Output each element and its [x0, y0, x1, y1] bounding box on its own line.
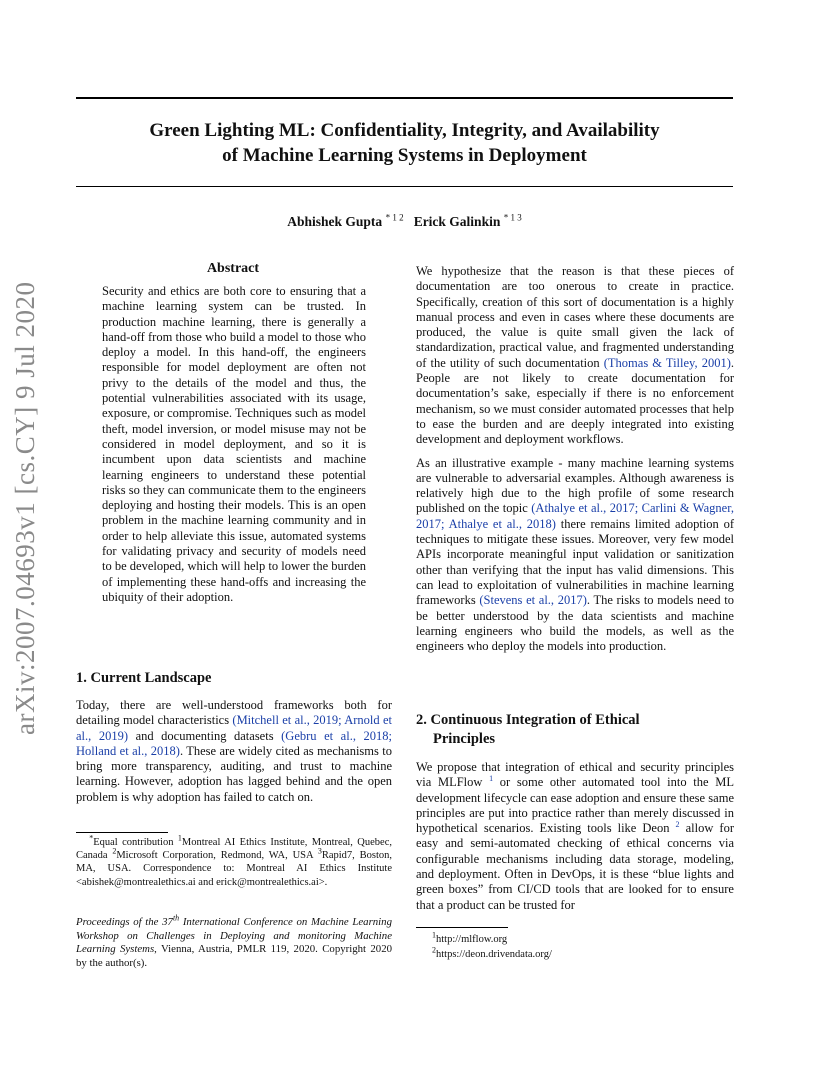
section-2-heading-line-2: Principles — [433, 731, 496, 747]
aff-2-mark: 2 — [112, 846, 117, 856]
author-1: Abhishek Gupta — [287, 214, 383, 229]
section-2-text-a: We propose that integration of ethical and security principles via MLFlow — [416, 760, 734, 790]
right-p1-text-a: We hypothesize that the reason is that these pieces of documentation are too onerous to create in practice. Specifically, creation of this sort of documentation is a highly manual process and even in cases where these documents are produced, the value is quite small given the lack of standardization, practical value, and fragmented understanding of the utility of such documentation — [416, 264, 734, 370]
section-2-heading-line-1: 2. Continuous Integration of Ethical — [416, 712, 640, 728]
abstract-text: Security and ethics are both core to ensuring that a machine learning system can be trusted. In production machine learning, there is generally a hand-off from those who build a model to those who deploy a model. In this hand-off, the engineers responsible for model deployment are often not privy to the details of the model and thus, the potential vulnerabilities associated with its usage, exposure, or compromise. Techniques such as model theft, model inversion, or model misuse may not be considered in model deployment, and so it is incumbent upon data scientists and machine learning engineers to understand these potential risks so they can communicate them to the engineers deploying and hosting their models. This is an open problem in the machine learning community and in order to help alleviate this issue, automated systems for validating privacy and security of models need to be developed, which will help to lower the burden of implementing these hand-offs and increasing the ubiquity of their adoption. — [102, 284, 366, 604]
footnote-1 — [432, 932, 732, 947]
right-column — [416, 264, 734, 662]
author-1-marks: * 1 2 — [385, 212, 404, 223]
section-1-paragraph — [76, 698, 392, 805]
right-p2-text-c: . The risks to models need to be better understood by the data scientists and machine learning engineers who build the models, as well as the engineers who deploy the models into production. — [416, 593, 734, 654]
footnote-1-url[interactable]: http://mlflow.org — [436, 934, 508, 945]
author-2: Erick Galinkin — [413, 214, 501, 229]
right-p2-text-a: As an illustrative example - many machine learning systems are vulnerable to adversarial examples. Although awareness is relatively high due to the high profile of some research published on the topic — [416, 455, 734, 516]
affiliations-footnote — [76, 833, 392, 889]
citation-mitchell-arnold[interactable]: (Mitchell et al., 2019; Arnold et al., 2019) — [76, 713, 392, 743]
proceedings-b: International Conference on Machine Learning Workshop on Challenges in Deploying and monitoring Machine Learning Systems — [76, 916, 392, 955]
affiliation-3: Rapid7, Boston, MA, USA. Correspondence to: Montreal AI Ethics Institute <abishek@montrealethics.ai and erick@montrealethics.ai>. — [76, 850, 392, 888]
right-paragraph-1 — [416, 264, 734, 448]
footnote-rule-right — [416, 927, 508, 928]
title-line-1: Green Lighting ML: Confidentiality, Integrity, and Availability — [149, 120, 660, 141]
aff-1-mark: 1 — [177, 833, 182, 843]
proceedings-c: , Vienna, Austria, PMLR 119, 2020. Copyright 2020 by the author(s). — [76, 943, 392, 969]
footnote-2-mark: 2 — [432, 945, 436, 955]
proceedings-note — [76, 913, 392, 970]
equal-contribution: Equal contribution — [93, 837, 178, 848]
aff-3-mark: 3 — [317, 846, 322, 856]
citation-athalye-carlini[interactable]: (Athalye et al., 2017; Carlini & Wagner, 2017; Athalye et al., 2018) — [416, 501, 734, 531]
title-line-2: of Machine Learning Systems in Deployment — [222, 145, 587, 166]
paper-title — [76, 118, 733, 168]
section-2-heading — [416, 711, 734, 749]
right-p2-text-b: there remains limited adoption of techniques to mitigate these issues. Moreover, very few model APIs incorporate meaningful input validation or sanitization other than verifying that the input has valid dimensions. This can lead to exploitation of vulnerabilities in machine learning frameworks — [416, 516, 734, 608]
author-list — [76, 214, 733, 230]
section-1-heading: 1. Current Landscape — [76, 670, 212, 686]
footnote-ref-2[interactable]: 2 — [675, 820, 680, 830]
section-2-paragraph — [416, 760, 734, 913]
arxiv-stamp: arXiv:2007.04693v1 [cs.CY] 9 Jul 2020 — [10, 281, 40, 735]
citation-stevens[interactable]: (Stevens et al., 2017) — [479, 593, 587, 608]
affiliation-1: Montreal AI Ethics Institute, Montreal, Quebec, Canada — [76, 837, 392, 862]
citation-thomas-tilley[interactable]: (Thomas & Tilley, 2001) — [603, 355, 731, 370]
footnote-2 — [432, 947, 732, 962]
footnote-ref-1[interactable]: 1 — [489, 774, 494, 784]
title-rule-bottom — [76, 186, 733, 187]
author-2-marks: * 1 3 — [503, 212, 522, 223]
section-2-text-c: allow for easy and semi-automated checking of ethical concerns via configurable mechanisms including data storage, modeling, and deployment. Often in DevOps, it is these “blue lights and green boxes” from CI/CD tools that are looked for to ensure that a product can be trusted for — [416, 821, 734, 912]
footnote-1-mark: 1 — [432, 930, 436, 940]
proceedings-sup: th — [172, 913, 180, 923]
citation-gebru-holland[interactable]: (Gebru et al., 2018; Holland et al., 2018) — [76, 728, 392, 758]
proceedings-a: Proceedings of the 37 — [76, 916, 173, 928]
title-rule-top — [76, 97, 733, 99]
affiliation-2: Microsoft Corporation, Redmond, WA, USA — [116, 850, 318, 862]
abstract-heading: Abstract — [206, 261, 260, 276]
right-paragraph-2 — [416, 456, 734, 655]
section-2-text-b: or some other automated tool into the ML development lifecycle can ease adoption and ensure these same principles are put into practice rather than merely discussed in hypothetical scenarios. Existing tools like Deon — [416, 775, 734, 836]
section-1-text-b: and documenting datasets — [128, 728, 282, 743]
right-p1-text-b: . People are not likely to create documentation for documentation’s sake, especially if there is no enforcement mechanism, so we must consider automated processes that help to ease the burden and are deeply integrated into existing development and deployment workflows. — [416, 355, 734, 447]
section-1-text-a: Today, there are well-understood frameworks both for detailing model characteristics — [76, 698, 392, 728]
footnote-2-url[interactable]: https://deon.drivendata.org/ — [436, 949, 552, 960]
equal-mark: * — [89, 833, 94, 843]
url-footnotes — [432, 932, 732, 962]
section-1-text-c: . These are widely cited as mechanisms to bring more transparency, auditing, and trust to machine learning. However, adoption has lagged behind and the open problem is why adoption has failed to catch on. — [76, 743, 392, 804]
